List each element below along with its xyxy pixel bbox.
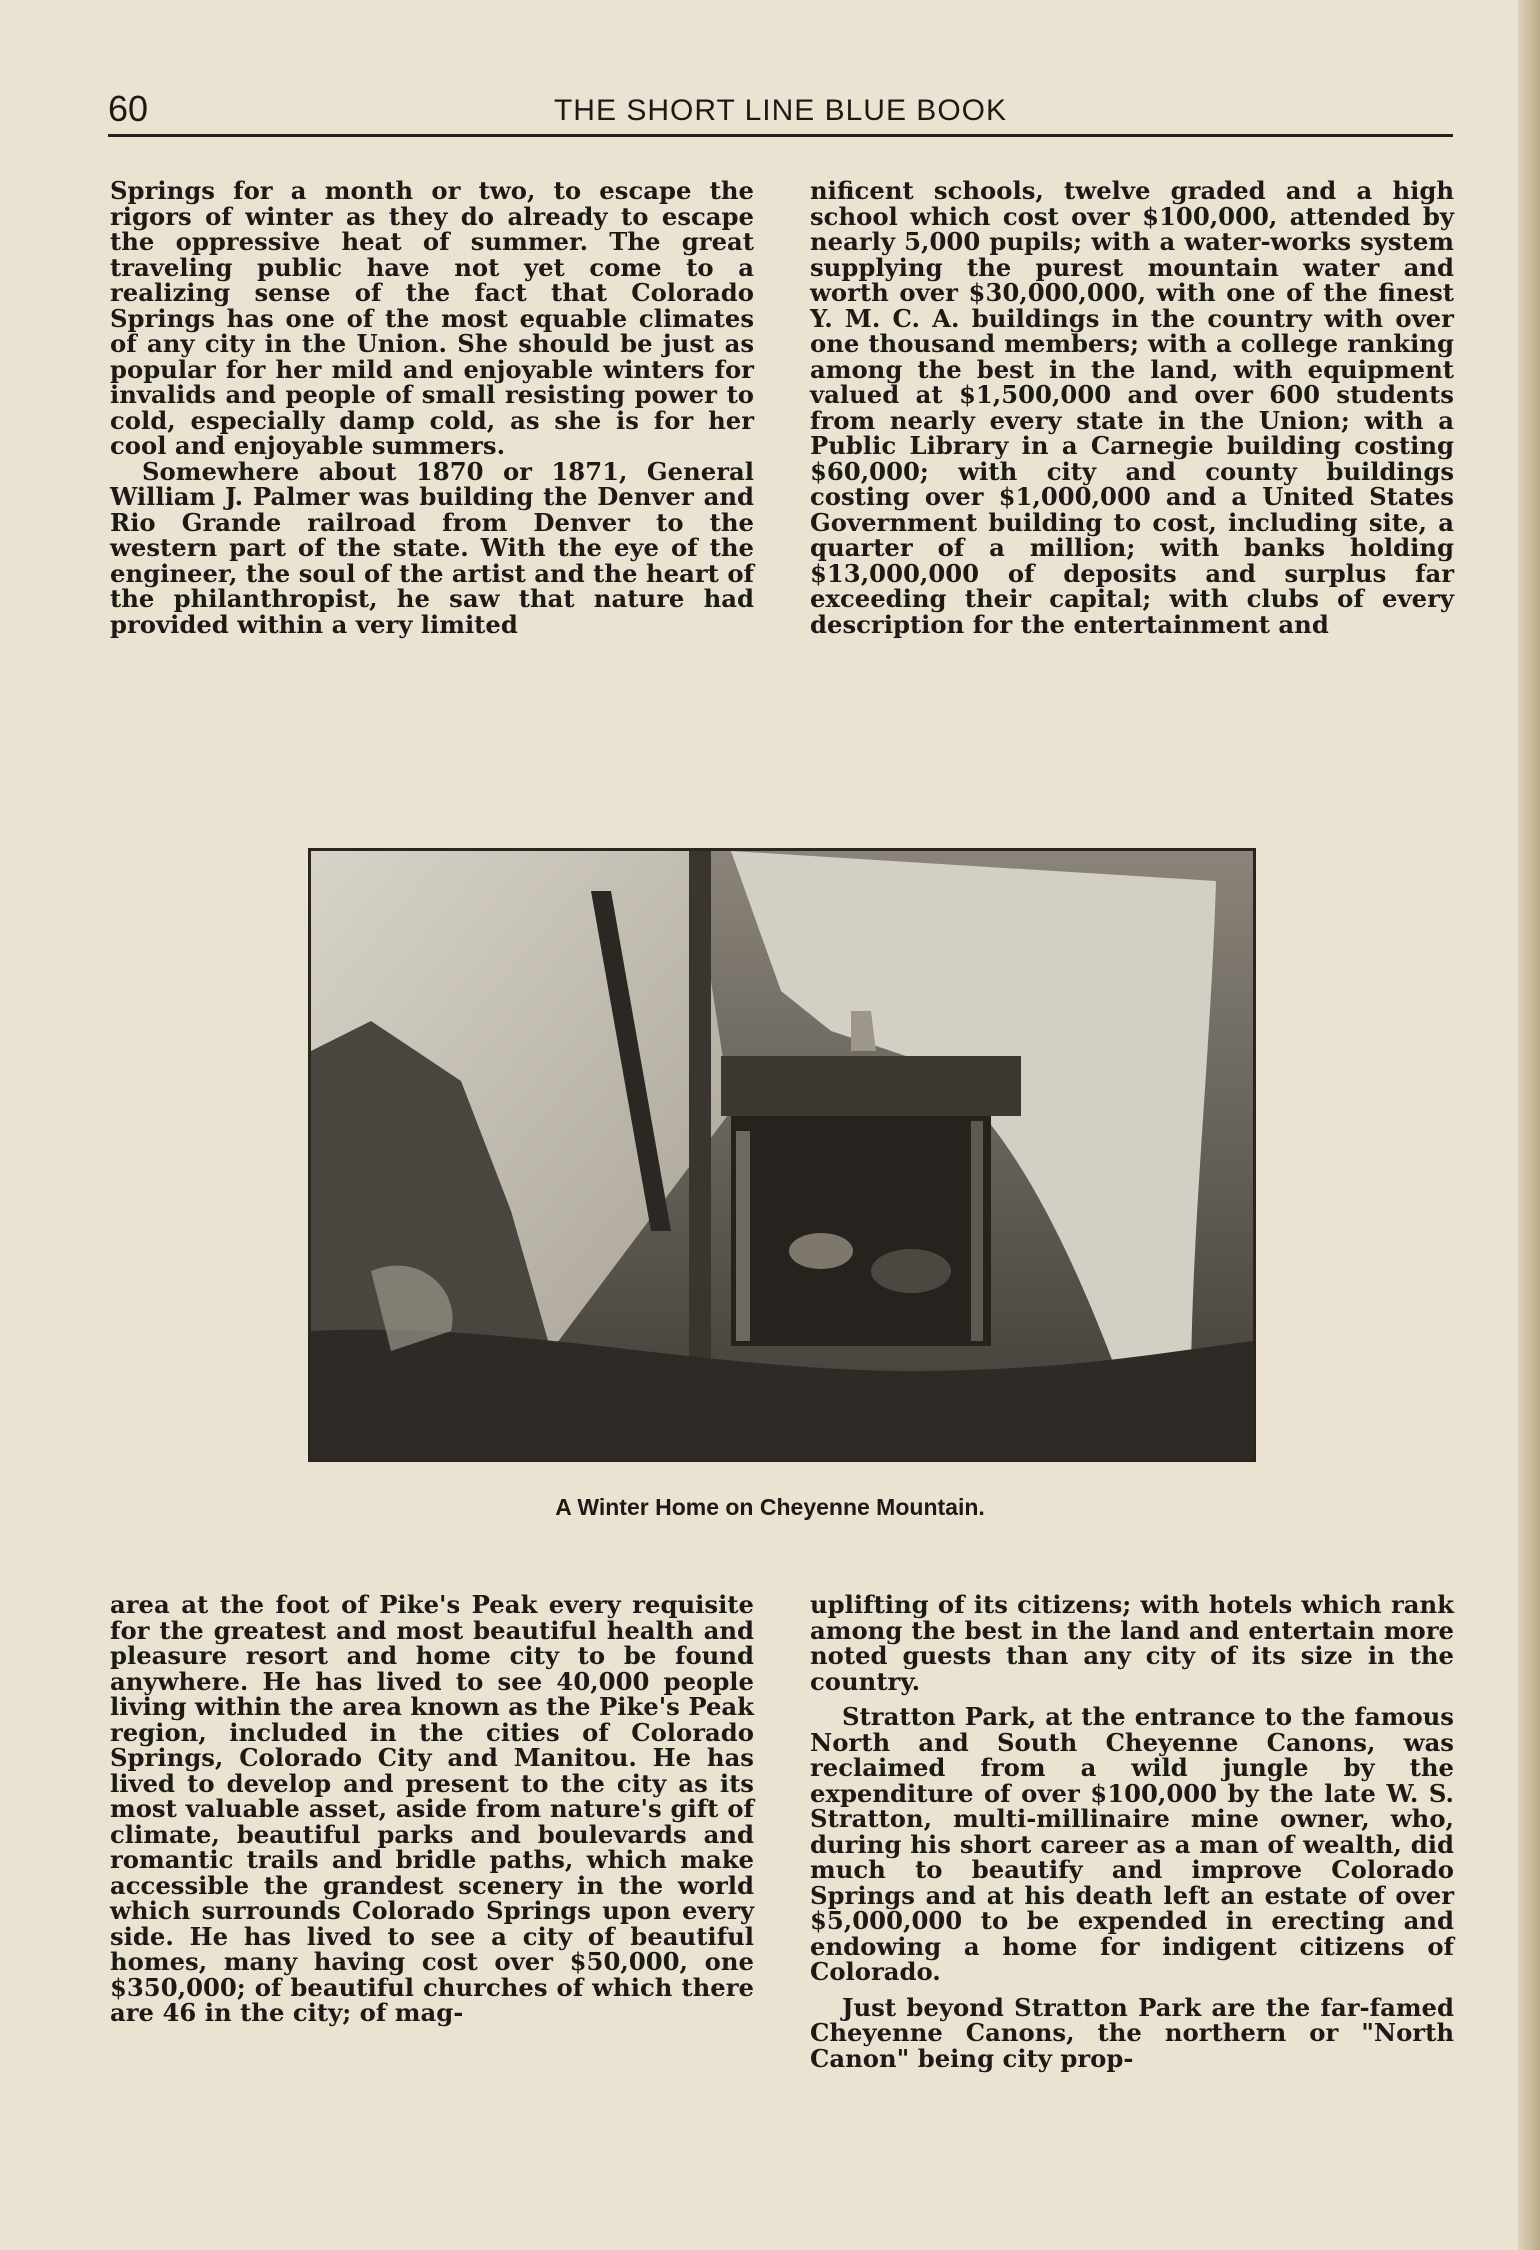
page-number: 60: [108, 88, 149, 129]
photo-caption: A Winter Home on Cheyenne Mountain.: [555, 1494, 985, 1520]
running-title: THE SHORT LINE BLUE BOOK: [553, 94, 1007, 127]
paragraph: area at the foot of Pike's Peak every requisite for the greatest and most beautiful health and pleasure resort and home city to be found anywhere. He has lived to see 40,000 people living within the area known as the Pike's Peak region, included in the cities of Colorado Springs, Colorado City and Manitou. He has lived to develop and present to the city as its most valuable asset, aside from nature's gift of climate, beautiful parks and boulevards and romantic trails and bridle paths, which make accessible the grandest scenery in the world which surrounds Colorado Springs upon every side. He has lived to see a city of beautiful homes, many having cost over $50,000, one $350,000; of beautiful churches of which there are 46 in the city; of mag-: [110, 1590, 754, 2027]
column-top-right: [810, 178, 1454, 637]
paragraph: nificent schools, twelve graded and a high school which cost over $100,000, attended by nearly 5,000 pupils; with a water-works system supplying the purest mountain water and worth over $30,000,000, with one of the finest Y. M. C. A. buildings in the country with over one thousand members; with a college ranking among the best in the land, with equipment valued at $1,500,000 and over 600 students from nearly every state in the Union; with a Public Library in a Carnegie building costing $60,000; with city and county buildings costing over $1,000,000 and a United States Government building to cost, including site, a quarter of a million; with banks holding $13,000,000 of deposits and surplus far exceeding their capital; with clubs of every description for the entertainment and: [810, 176, 1454, 639]
page-edge: [1518, 0, 1540, 2250]
paragraph: uplifting of its citizens; with hotels which rank among the best in the land and entertain more noted guests than any city of its size in the country.: [810, 1590, 1454, 1696]
paragraph: Just beyond Stratton Park are the far-famed Cheyenne Canons, the northern or "North Canon" being city prop-: [810, 1992, 1454, 2073]
tent-photo-illustration: [311, 851, 1253, 1459]
column-bottom-left: [110, 1592, 754, 2026]
photo-winter-home: [308, 848, 1256, 1462]
paragraph: Stratton Park, at the entrance to the famous North and South Cheyenne Canons, was reclaimed from a wild jungle by the expenditure of over $100,000 by the late W. S. Stratton, multi-millinaire mine owner, who, during his short career as a man of wealth, did much to beautify and improve Colorado Springs and at his death left an estate of over $5,000,000 to be expended in erecting and endowing a home for indigent citizens of Colorado.: [810, 1702, 1454, 1986]
column-top-left: [110, 178, 754, 637]
paragraph: Somewhere about 1870 or 1871, General William J. Palmer was building the Denver and Rio Grande railroad from Denver to the western part of the state. With the eye of the engineer, the soul of the artist and the heart of the philanthropist, he saw that nature had provided within a very limited: [110, 456, 754, 639]
paragraph: Springs for a month or two, to escape the rigors of winter as they do already to escape the oppressive heat of summer. The great traveling public have not yet come to a realizing sense of the fact that Colorado Springs has one of the most equable climates of any city in the Union. She should be just as popular for her mild and enjoyable winters for invalids and people of small resisting power to cold, especially damp cold, as she is for her cool and enjoyable summers.: [110, 176, 754, 460]
column-bottom-right: [810, 1592, 1454, 2071]
page-header: [108, 88, 1453, 137]
